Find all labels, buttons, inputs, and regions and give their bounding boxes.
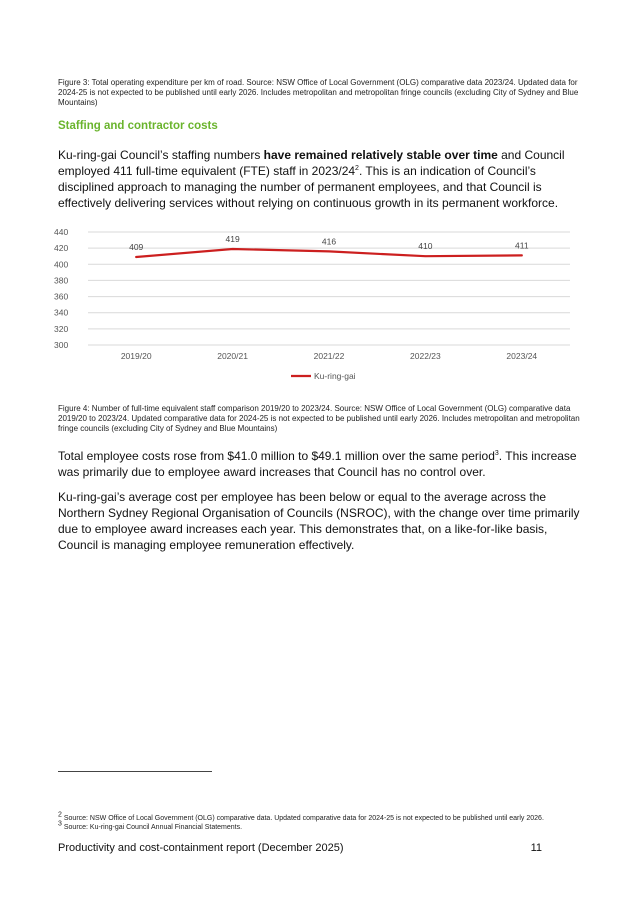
data-point-2019-20 <box>135 256 137 258</box>
footnote-2 <box>58 811 580 823</box>
employee-costs-text: Total employee costs rose from $41.0 million to $49.1 million over the same period <box>58 449 495 463</box>
employee-costs-paragraph <box>58 448 580 480</box>
data-label-2019-20: 409 <box>129 242 144 253</box>
footnote-2-number: 2 <box>58 811 62 819</box>
data-point-2020-21 <box>232 248 234 250</box>
y-tick-440: 440 <box>54 227 69 237</box>
x-tick-2023-24: 2023/24 <box>506 351 538 361</box>
chart-gridlines <box>88 232 570 345</box>
series-line-ku-ring-gai <box>136 249 522 257</box>
footnote-3-number: 3 <box>58 820 62 828</box>
legend-label-ku-ring-gai: Ku-ring-gai <box>314 371 356 381</box>
fte-line-chart <box>52 224 582 389</box>
chart-y-axis <box>54 227 68 350</box>
footnote-2-text: Source: NSW Office of Local Government (OLG) comparative data. Updated comparative data for 2024-25 is not expected to be published until early 2026. <box>63 815 544 822</box>
y-tick-380: 380 <box>54 275 69 286</box>
staffing-text-mid: and Council employed 411 full-time equivalent (FTE) staff in 2023/24 <box>58 148 565 178</box>
chart-legend[interactable] <box>291 371 356 381</box>
staffing-text-start: Ku-ring-gai Council’s staffing numbers <box>58 148 264 162</box>
y-tick-420: 420 <box>54 243 69 254</box>
x-tick-2021-22: 2021/22 <box>313 351 345 361</box>
y-tick-360: 360 <box>54 291 69 302</box>
data-label-2021-22: 416 <box>321 236 337 247</box>
y-tick-320: 320 <box>54 323 69 334</box>
page-number: 11 <box>530 842 542 854</box>
figure-4-caption: Figure 4: Number of full-time equivalent staff comparison 2019/20 to 2023/24. Source: NSW Office of Local Government (OLG) comparative data 2019/20 to 2023/24. Updated comparative data for 2024-25 is not expected to be published until early 2026. Includes metropolitan and metropolitan fringe councils (excluding City of Sydney and Blue Mountains) <box>58 404 580 433</box>
y-tick-400: 400 <box>54 259 69 270</box>
footnote-ref-2[interactable]: 2 <box>355 165 359 172</box>
footnote-3 <box>58 820 580 832</box>
data-point-2023-24 <box>521 255 523 257</box>
data-label-2020-21: 419 <box>225 233 240 244</box>
figure-3-caption: Figure 3: Total operating expenditure per km of road. Source: NSW Office of Local Government (OLG) comparative data 2023/24. Updated data for 2024-25 is not expected to be published until early 2026. Includes metropolitan and metropolitan fringe councils (excluding City of Sydney and Blue Mountains) <box>58 78 579 107</box>
data-point-2021-22 <box>328 251 330 253</box>
staffing-text-bold: have remained relatively stable over time <box>263 148 498 162</box>
y-tick-340: 340 <box>54 307 69 318</box>
chart-data-labels <box>129 234 529 252</box>
footer-report-title: Productivity and cost-containment report (December 2025) <box>58 842 344 854</box>
cost-per-employee-paragraph: Ku-ring-gai’s average cost per employee has been below or equal to the average across the Northern Sydney Regional Organisation of Councils (NSROC), with the change over time primarily due to employee award increases each year. This demonstrates that, on a like-for-like basis, Council is managing employee remuneration effectively. <box>58 490 580 552</box>
data-label-2022-23: 410 <box>418 241 433 252</box>
employee-costs-text-end: . This increase was primarily due to employee award increases that Council has no control over. <box>58 449 577 479</box>
footnote-3-text: Source: Ku-ring-gai Council Annual Financial Statements. <box>63 824 243 831</box>
x-tick-2019-20: 2019/20 <box>120 351 152 361</box>
x-tick-2020-21: 2020/21 <box>217 351 248 361</box>
staffing-text-end: . This is an indication of Council’s disciplined approach to managing the number of permanent employees, and that Council is effectively delivering services without relying on continuous growth in its permanent workforce. <box>58 164 559 210</box>
x-tick-2022-23: 2022/23 <box>410 351 441 361</box>
chart-series <box>135 248 522 258</box>
section-heading: Staffing and contractor costs <box>58 120 218 132</box>
data-label-2023-24: 411 <box>515 240 529 251</box>
staffing-paragraph <box>58 147 580 211</box>
footnote-divider <box>58 771 212 772</box>
y-tick-300: 300 <box>54 340 69 350</box>
footnote-ref-3[interactable]: 3 <box>494 450 499 457</box>
chart-x-axis <box>121 351 538 361</box>
data-point-2022-23 <box>425 255 427 257</box>
